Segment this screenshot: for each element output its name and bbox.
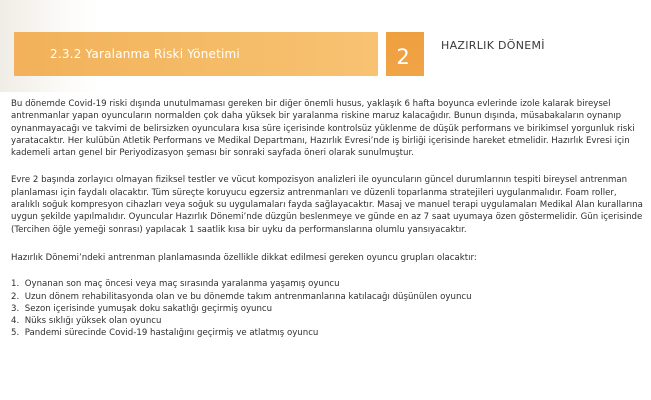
list-item-text: Nüks sıklığı yüksek olan oyuncu [24,316,162,327]
list-item [11,327,647,339]
chapter-title: HAZIRLIK DÖNEMİ [441,39,545,52]
list-item-text: Uzun dönem rehabilitasyonda olan ve bu dönemde takım antrenmanlarına katılacağı düşünülen oyuncu [24,291,472,302]
chapter-number-box [386,32,424,76]
list-number: 5. [11,328,20,339]
list-item-text: Oynanan son maç öncesi veya maç sırasında yaralanma yaşamış oyuncu [24,279,340,290]
section-banner [14,32,378,76]
list-item [11,278,647,290]
paragraph: Bu dönemde Covid-19 riski dışında unutulmaması gereken bir diğer önemli husus, yaklaşık 6 hafta boyunca evlerinde izole kalarak bireysel antrenmanlar yapan oyuncuların normalden çok daha yüksek bir yaralanma riskine maruz kalacağıdır. Bunun dışında, müsabakaların oynanıp oynanmayacağı ve takvimi de belirsizken oyunculara kısa süre içerisinde kontrolsüz yüklenme de düşük performans ve birikimsel yorgunluk riski yaratacaktır. Her kulübün Atletik Performans ve Medikal Departmanı, Hazırlık Evresi’nde iş birliği içerisinde hareket etmelidir. Hazırlık Evresi için kademeli artan genel bir Periyodizasyon şeması bir sonraki sayfada öneri olarak sunulmuştur. [11,99,635,159]
list-item-text: Sezon içerisinde yumuşak doku sakatlığı geçirmiş oyuncu [24,303,273,314]
player-group-list [11,278,647,339]
paragraph: Evre 2 başında zorlayıcı olmayan fiziksel testler ve vücut kompozisyon analizleri ile oyuncuların güncel durumlarının tespiti bireysel antrenman planlaması için faydalı olacaktır. Tüm süreçte koruyucu egzersiz antrenmanları ve düzenli toparlanma stratejileri uygulanmalıdır. Foam roller, aralıklı soğuk kompresyon cihazları veya soğuk su uygulamaları fayda sağlayacaktır. Masaj ve manuel terapi uygulamaları Medikal Alan kurallarına uygun şekilde yapılmalıdır. Oyuncular Hazırlık Dönemi’nde düzgün beslenmeye ve günde en az 7 saat uyumaya özen göstermelidir. Gün içerisinde (Tercihen öğle yemeği sonrası) yapılacak 1 saatlik kısa bir uyku da performanslarına olumlu yansıyacaktır. [11,175,643,235]
chapter-number: 2 [396,45,410,69]
list-item [11,291,647,303]
list-item [11,315,647,327]
list-item-text: Pandemi sürecinde Covid-19 hastalığını geçirmiş ve atlatmış oyuncu [24,328,319,339]
section-title: 2.3.2 Yaralanma Riski Yönetimi [50,47,240,61]
list-number: 1. [11,279,20,290]
paragraph: Hazırlık Dönemi’ndeki antrenman planlamasında özellikle dikkat edilmesi gereken oyuncu grupları olacaktır: [11,252,477,263]
list-number: 3. [11,303,20,314]
list-number: 4. [11,316,20,327]
list-number: 2. [11,291,20,302]
document-body [11,98,647,340]
list-item [11,303,647,315]
